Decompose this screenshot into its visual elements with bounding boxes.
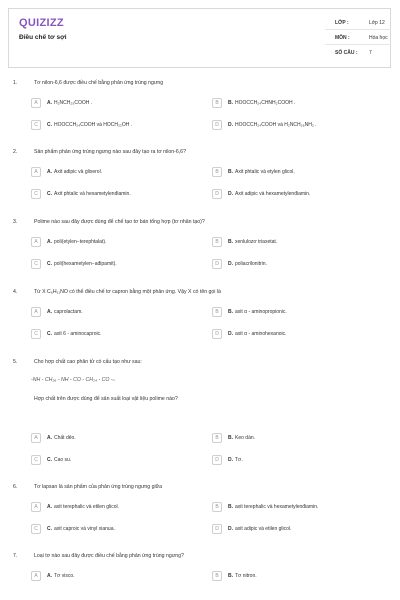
option-value: H₂NCH₂₅COOH .	[54, 100, 93, 106]
option-value: axit caproic và vinyl xianua.	[54, 526, 115, 532]
option-letter: A.	[47, 169, 52, 175]
question-number: 1.	[13, 80, 18, 86]
question-number: 6.	[13, 484, 18, 490]
meta-label: LỚP :	[335, 20, 349, 26]
option-text	[228, 309, 287, 315]
option-letter: B.	[228, 100, 233, 106]
meta-row-count	[325, 45, 391, 59]
quizizz-logo: QUIZIZZ	[19, 17, 64, 29]
question-text: Loại tơ nào sau đây được điều chế bằng phản ứng trùng ngưng?	[34, 553, 184, 559]
meta-value: Hóa học	[369, 35, 388, 41]
option-letter: B.	[228, 309, 233, 315]
option-text	[228, 435, 255, 441]
option-value: Tơ nitron.	[235, 573, 257, 579]
option-text	[228, 169, 295, 175]
option-value: Axit adipic và glixerol.	[54, 169, 103, 175]
option-letter-box[interactable]: B	[212, 167, 222, 177]
option-value: axit α - aminohexanoic.	[235, 331, 287, 337]
option-letter-box[interactable]: B	[212, 433, 222, 443]
option-letter: C.	[47, 526, 52, 532]
option-letter: D.	[228, 191, 233, 197]
option-text	[228, 100, 295, 106]
option-letter: A.	[47, 239, 52, 245]
option-letter-box[interactable]: A	[31, 167, 41, 177]
option-letter: A.	[47, 435, 52, 441]
option-value: axit 6 - aminocaproic.	[54, 331, 102, 337]
option-text	[47, 100, 92, 106]
option-letter: D.	[228, 122, 233, 128]
option-value: xenlulozơ triaxetat.	[235, 239, 278, 245]
worksheet-header	[8, 8, 391, 68]
option-value: Tơ.	[235, 457, 243, 463]
option-text	[228, 573, 257, 579]
option-text	[47, 261, 117, 267]
option-letter-box[interactable]: C	[31, 524, 41, 534]
question-number: 4.	[13, 289, 18, 295]
option-letter: D.	[228, 261, 233, 267]
option-text	[228, 457, 243, 463]
option-letter-box[interactable]: D	[212, 455, 222, 465]
option-text	[47, 331, 102, 337]
option-letter: A.	[47, 573, 52, 579]
option-letter: A.	[47, 100, 52, 106]
option-text	[228, 261, 267, 267]
question-text: Cho hợp chất cao phân tử có cấu tạo như sau:	[34, 359, 142, 365]
option-letter-box[interactable]: C	[31, 329, 41, 339]
option-letter: D.	[228, 526, 233, 532]
question-number: 3.	[13, 219, 18, 225]
option-text	[47, 573, 75, 579]
option-text	[228, 239, 277, 245]
option-letter-box[interactable]: B	[212, 502, 222, 512]
option-value: axit α - aminopropionic.	[235, 309, 287, 315]
option-letter-box[interactable]: D	[212, 259, 222, 269]
question-formula: -NH - CH₂₆ - NH - CO - CH₂₄ - CO -ₙ	[31, 377, 115, 383]
question-note: Hợp chất trên được dùng để sản xuất loại vật liệu polime nào?	[34, 396, 178, 402]
question-number: 2.	[13, 149, 18, 155]
option-text	[228, 122, 317, 128]
option-letter-box[interactable]: D	[212, 524, 222, 534]
meta-row-class	[325, 15, 391, 30]
worksheet-title: Điều chế tơ sợi	[19, 34, 67, 41]
option-letter: C.	[47, 122, 52, 128]
option-value: Axit adipic và hexametylenđiamin.	[235, 191, 311, 197]
option-letter: D.	[228, 457, 233, 463]
option-letter-box[interactable]: B	[212, 98, 222, 108]
option-text	[228, 191, 310, 197]
option-text	[47, 122, 132, 128]
option-letter: B.	[228, 435, 233, 441]
option-text	[228, 504, 318, 510]
meta-row-subject	[325, 30, 391, 45]
option-letter: C.	[47, 261, 52, 267]
option-value: HOOCCH₂₄COOH và HOCH₂₂OH .	[54, 122, 133, 128]
option-value: axit terephalic và hexametylenđiamin.	[235, 504, 319, 510]
question-number: 7.	[13, 553, 18, 559]
option-letter: B.	[228, 573, 233, 579]
option-letter: C.	[47, 457, 52, 463]
option-text	[228, 526, 291, 532]
option-letter-box[interactable]: B	[212, 307, 222, 317]
option-value: axit terephalic và etilen glicol.	[54, 504, 120, 510]
option-letter: C.	[47, 331, 52, 337]
worksheet-meta	[325, 15, 391, 59]
meta-label: SỐ CÂU :	[335, 50, 358, 56]
option-value: axit adipic và etilen glicol.	[235, 526, 292, 532]
option-letter-box[interactable]: C	[31, 259, 41, 269]
option-letter-box[interactable]: A	[31, 502, 41, 512]
option-value: Axit phtalic và etylen glicol.	[235, 169, 295, 175]
option-text	[47, 504, 119, 510]
question-number: 5.	[13, 359, 18, 365]
option-value: Cao su.	[54, 457, 72, 463]
option-letter-box[interactable]: A	[31, 307, 41, 317]
option-text	[228, 331, 287, 337]
option-value: caprolactam.	[54, 309, 83, 315]
option-letter-box[interactable]: A	[31, 571, 41, 581]
option-text	[47, 309, 83, 315]
option-text	[47, 191, 131, 197]
option-text	[47, 239, 106, 245]
option-text	[47, 457, 71, 463]
option-letter: B.	[228, 169, 233, 175]
option-letter: D.	[228, 331, 233, 337]
meta-label: MÔN :	[335, 35, 350, 41]
option-value: poli(etylen−terephtalat).	[54, 239, 107, 245]
option-value: poli(hexametylen−ađipamit).	[54, 261, 117, 267]
meta-value: 7	[369, 50, 372, 56]
option-value: HOOCCH₂₄COOH và H₂NCH₂₆NH₂ .	[235, 122, 317, 128]
option-letter-box[interactable]: A	[31, 433, 41, 443]
option-letter-box[interactable]: C	[31, 189, 41, 199]
option-letter-box[interactable]: A	[31, 98, 41, 108]
question-text: Tơ nilon-6,6 được điều chế bằng phản ứng trùng ngưng	[34, 80, 164, 86]
option-letter-box[interactable]: C	[31, 120, 41, 130]
option-letter: C.	[47, 191, 52, 197]
option-letter: B.	[228, 504, 233, 510]
option-value: poliacrilonitrin.	[235, 261, 267, 267]
question-text: Sản phẩm phản ứng trùng ngưng nào sau đây tạo ra tơ nilon-6,6?	[34, 149, 186, 155]
option-text	[47, 169, 102, 175]
option-letter-box[interactable]: D	[212, 120, 222, 130]
option-value: Keo dán.	[235, 435, 256, 441]
option-value: Chất dẻo.	[54, 435, 76, 441]
option-letter: A.	[47, 504, 52, 510]
option-value: HOOCCH₂₄CHNH₂COOH .	[235, 100, 296, 106]
option-text	[47, 526, 115, 532]
option-text	[47, 435, 76, 441]
option-letter-box[interactable]: D	[212, 329, 222, 339]
option-letter: B.	[228, 239, 233, 245]
option-value: Tơ visco.	[54, 573, 75, 579]
option-letter-box[interactable]: C	[31, 455, 41, 465]
option-letter-box[interactable]: B	[212, 571, 222, 581]
option-letter-box[interactable]: D	[212, 189, 222, 199]
option-letter-box[interactable]: B	[212, 237, 222, 247]
question-text: Tơ lapsan là sản phẩm của phản ứng trùng ngưng giữa	[34, 484, 163, 490]
question-text: Từ X C₆H₁₁NO có thể điều chế tơ capron bằng một phản ứng. Vậy X có tên gọi là	[34, 289, 221, 295]
meta-value: Lớp 12	[369, 20, 385, 26]
option-value: Axit phtalic và hexametylenđiamin.	[54, 191, 131, 197]
option-letter: A.	[47, 309, 52, 315]
option-letter-box[interactable]: A	[31, 237, 41, 247]
question-text: Polime nào sau đây được dùng để chế tạo tơ bán tổng hợp (tơ nhân tạo)?	[34, 219, 205, 225]
